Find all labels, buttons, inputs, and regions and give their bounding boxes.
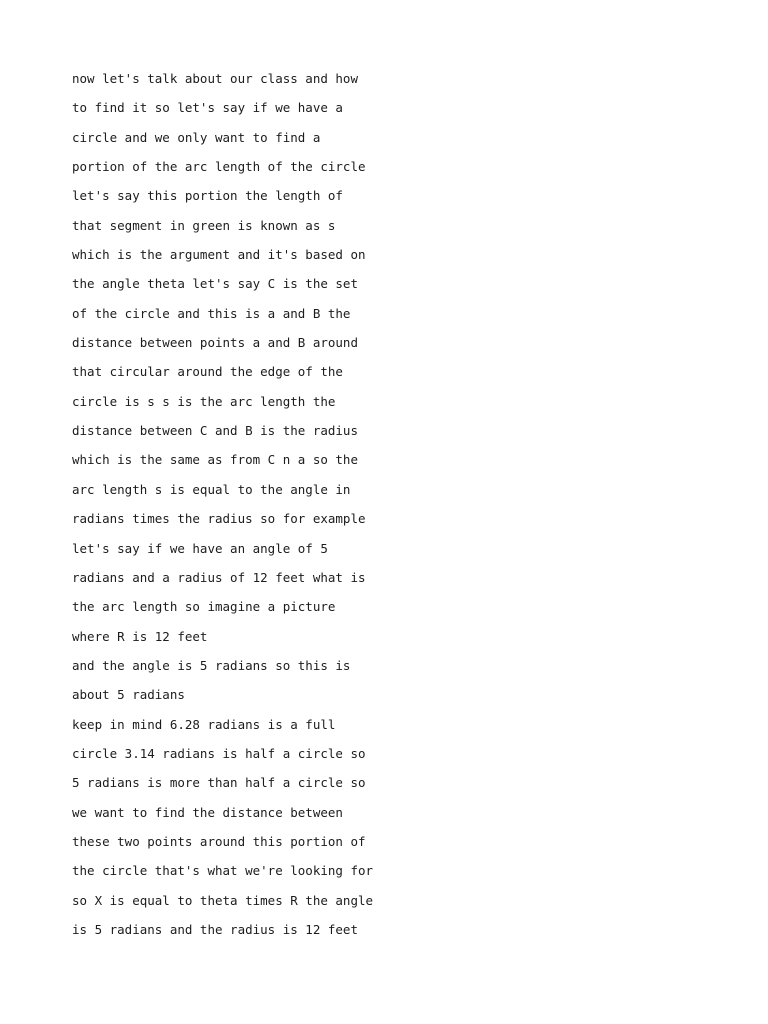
- text-line: now let's talk about our class and how: [72, 71, 358, 86]
- text-line: circle 3.14 radians is half a circle so: [72, 745, 366, 761]
- text-line: where R is 12 feet: [72, 628, 208, 644]
- text-line: the angle theta let's say C is the set: [72, 276, 358, 292]
- text-line: let's say this portion the length of: [72, 188, 343, 204]
- text-line: let's say if we have an angle of 5: [72, 540, 328, 556]
- text-line: and the angle is 5 radians so this is: [72, 657, 351, 673]
- text-line: of the circle and this is a and B the: [72, 305, 351, 321]
- text-line: circle and we only want to find a: [72, 129, 321, 145]
- text-line: distance between C and B is the radius: [72, 423, 358, 439]
- text-line: radians times the radius so for example: [72, 511, 366, 527]
- text-line: to find it so let's say if we have a: [72, 100, 343, 116]
- text-line: the circle that's what we're looking for: [72, 863, 374, 879]
- text-line: is 5 radians and the radius is 12 feet: [72, 921, 358, 937]
- text-line: keep in mind 6.28 radians is a full: [72, 716, 336, 732]
- text-line: circle is s s is the arc length the: [72, 393, 336, 409]
- text-line: the arc length so imagine a picture: [72, 599, 336, 615]
- text-line: arc length s is equal to the angle in: [72, 481, 351, 497]
- text-line: which is the argument and it's based on: [72, 247, 366, 263]
- transcript-text: [72, 68, 732, 948]
- text-line: portion of the arc length of the circle: [72, 159, 366, 175]
- text-line: distance between points a and B around: [72, 335, 358, 351]
- text-line: 5 radians is more than half a circle so: [72, 775, 366, 791]
- text-line: that segment in green is known as s: [72, 217, 336, 233]
- text-line: that circular around the edge of the: [72, 364, 343, 380]
- text-line: radians and a radius of 12 feet what is: [72, 569, 366, 585]
- text-line: which is the same as from C n a so the: [72, 452, 358, 468]
- text-line: we want to find the distance between: [72, 804, 343, 820]
- text-line: about 5 radians: [72, 687, 185, 703]
- text-line: so X is equal to theta times R the angle: [72, 892, 374, 908]
- text-line: these two points around this portion of: [72, 833, 366, 849]
